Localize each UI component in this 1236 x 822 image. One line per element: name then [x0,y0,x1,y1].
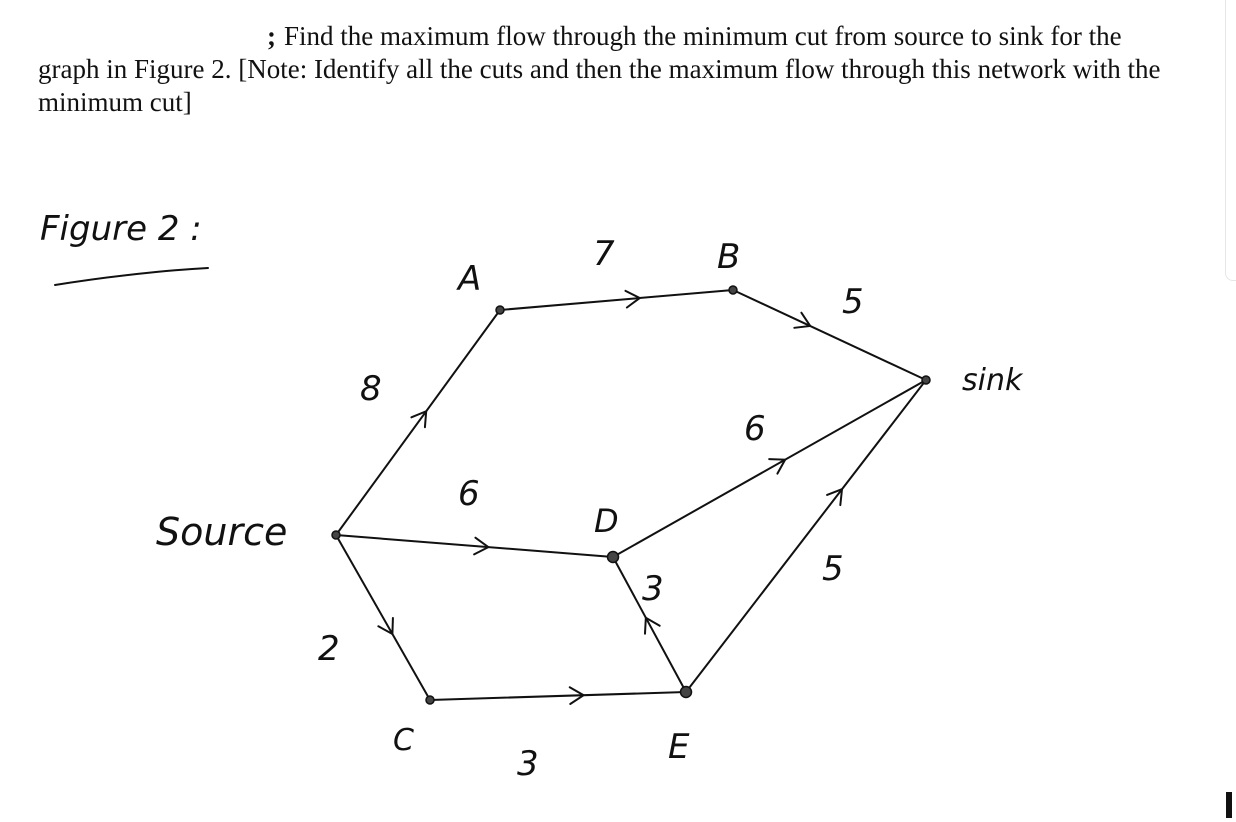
node-label-A: A [458,259,482,299]
node-label-sink: sink [962,363,1023,398]
capacity-C-E: 3 [517,744,539,784]
figure-caption: Figure 2 : [40,209,202,249]
node-B [729,286,737,294]
caption-underline [55,268,208,285]
question-body: Find the maximum flow through the minimum cut from source to sink for the graph in Figure 2. [Note: Identify all the cuts and then the maximum flow through this network with the minimum cut] [38,21,1161,117]
question-bullet: ; [267,21,276,51]
capacity-source-D: 6 [458,474,480,514]
edge-C-E [430,692,686,700]
edge-E-sink [686,380,926,692]
node-E [681,687,692,698]
node-source [332,531,340,539]
capacity-E-D: 3 [642,569,664,609]
edge-source-C [336,535,430,700]
capacity-E-sink: 5 [822,549,844,589]
capacity-B-sink: 5 [842,282,864,322]
edge-B-sink [733,290,926,380]
node-label-source: Source [156,510,288,554]
edge-D-sink [613,380,926,557]
node-labels-layer [156,237,1024,767]
capacity-source-C: 2 [318,629,340,669]
node-label-E: E [668,727,690,767]
node-label-D: D [594,502,619,540]
node-D [608,552,619,563]
capacities-layer [318,234,864,784]
edge-A-B [500,290,733,310]
edges-layer [336,290,926,700]
node-C [426,696,434,704]
node-label-C: C [393,723,414,758]
arrows-layer [378,291,842,704]
capacity-D-sink: 6 [744,409,766,449]
capacity-A-B: 7 [593,234,615,274]
node-sink [922,376,930,384]
node-label-B: B [717,237,741,277]
nodes-layer [332,286,930,704]
capacity-source-A: 8 [360,369,382,409]
node-A [496,306,504,314]
